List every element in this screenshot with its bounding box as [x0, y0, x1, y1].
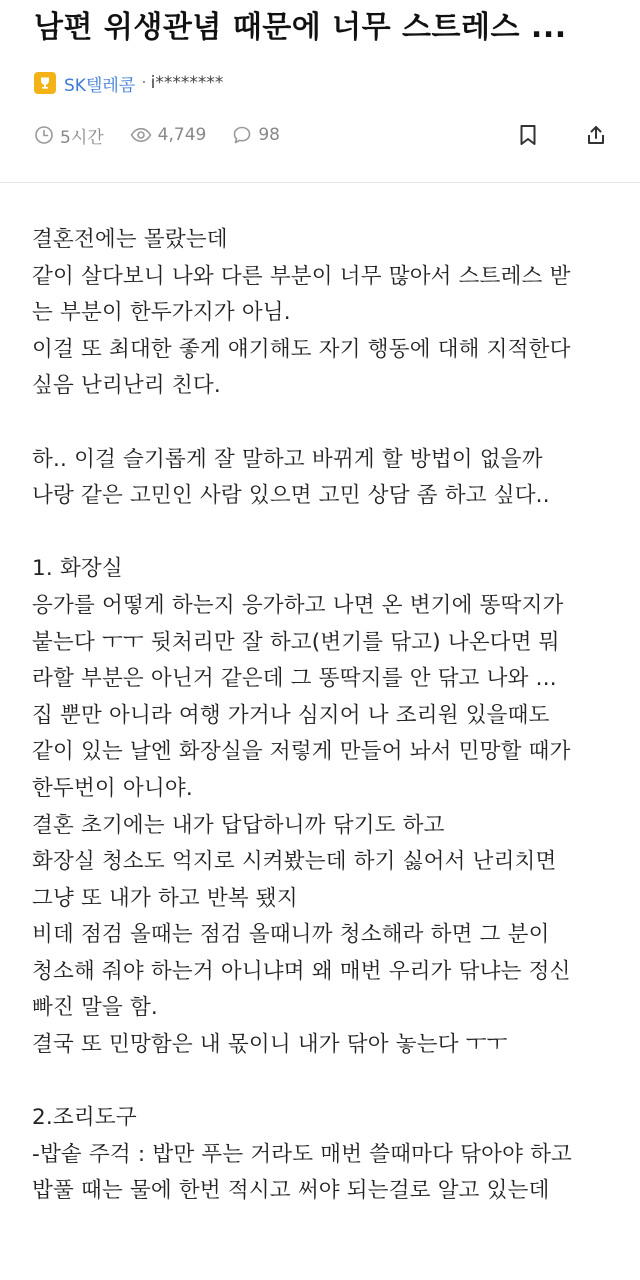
body-line: 그냥 또 내가 하고 반복 됐지	[32, 885, 298, 911]
body-line: 라할 부분은 아닌거 같은데 그 똥딱지를 안 닦고 나와 ...	[32, 666, 557, 692]
blank-line	[32, 515, 616, 552]
views-stat	[130, 125, 207, 145]
body-line: 결혼 초기에는 내가 답답하니까 닦기도 하고	[32, 812, 445, 838]
blank-line	[32, 1064, 616, 1101]
body-line: 화장실 청소도 억지로 시켜봤는데 하기 싫어서 난리치면	[32, 849, 557, 875]
post-body	[32, 222, 616, 1210]
share-button[interactable]	[582, 121, 610, 149]
speech-bubble-icon	[232, 125, 252, 145]
eye-icon	[130, 125, 152, 145]
bookmark-button[interactable]	[514, 121, 542, 149]
post-header	[0, 0, 640, 148]
body-line: 결국 또 민망함은 내 몫이니 내가 닦아 놓는다 ㅜㅜ	[32, 1032, 508, 1058]
trophy-badge-icon	[34, 72, 56, 94]
header-divider	[0, 182, 640, 183]
body-line: 빠진 말을 함.	[32, 995, 158, 1021]
blank-line	[32, 405, 616, 442]
body-line: -밥솥 주걱 : 밥만 푸는 거라도 매번 쓸때마다 닦아야 하고	[32, 1141, 573, 1167]
post-stats	[34, 122, 610, 148]
body-line: 2.조리도구	[32, 1105, 137, 1131]
body-line: 나랑 같은 고민인 사람 있으면 고민 상담 좀 하고 싶다..	[32, 483, 550, 509]
share-icon	[585, 124, 607, 146]
comment-count: 98	[258, 125, 280, 145]
meta-separator: ·	[141, 73, 147, 93]
body-line: 같이 살다보니 나와 다른 부분이 너무 많아서 스트레스 받	[32, 263, 571, 289]
body-line: 밥풀 때는 물에 한번 적시고 써야 되는걸로 알고 있는데	[32, 1178, 550, 1204]
body-line: 청소해 줘야 하는거 아니냐며 왜 매번 우리가 닦냐는 정신	[32, 958, 571, 984]
bookmark-icon	[519, 124, 537, 146]
body-line: 집 뿐만 아니라 여행 가거나 심지어 나 조리원 있을때도	[32, 702, 550, 728]
comments-stat[interactable]	[232, 125, 280, 145]
body-line: 한두번이 아니야.	[32, 775, 193, 801]
body-line: 붙는다 ㅜㅜ 뒷처리만 잘 하고(변기를 닦고) 나온다면 뭐	[32, 629, 560, 655]
body-line: 응가를 어떻게 하는지 응가하고 나면 온 변기에 똥딱지가	[32, 592, 564, 618]
clock-icon	[34, 125, 54, 145]
time-stat	[34, 123, 104, 148]
body-line: 싶음 난리난리 친다.	[32, 373, 221, 399]
body-line: 1. 화장실	[32, 556, 123, 582]
body-line: 는 부분이 한두가지가 아님.	[32, 300, 291, 326]
body-line: 이걸 또 최대한 좋게 얘기해도 자기 행동에 대해 지적한다	[32, 336, 571, 362]
post-time: 5시간	[60, 127, 104, 148]
author-name[interactable]: i********	[150, 73, 224, 93]
company-link[interactable]: SK텔레콤	[64, 75, 136, 96]
author-row	[34, 70, 610, 96]
post-title: 남편 위생관념 때문에 너무 스트레스 ...	[34, 10, 567, 45]
view-count: 4,749	[157, 125, 207, 145]
body-line: 비데 점검 올때는 점검 올때니까 청소해라 하면 그 분이	[32, 922, 550, 948]
body-line: 하.. 이걸 슬기롭게 잘 말하고 바뀌게 할 방법이 없을까	[32, 446, 543, 472]
body-line: 같이 있는 날엔 화장실을 저렇게 만들어 놔서 민망할 때가	[32, 739, 571, 765]
body-line: 결혼전에는 몰랐는데	[32, 227, 228, 252]
